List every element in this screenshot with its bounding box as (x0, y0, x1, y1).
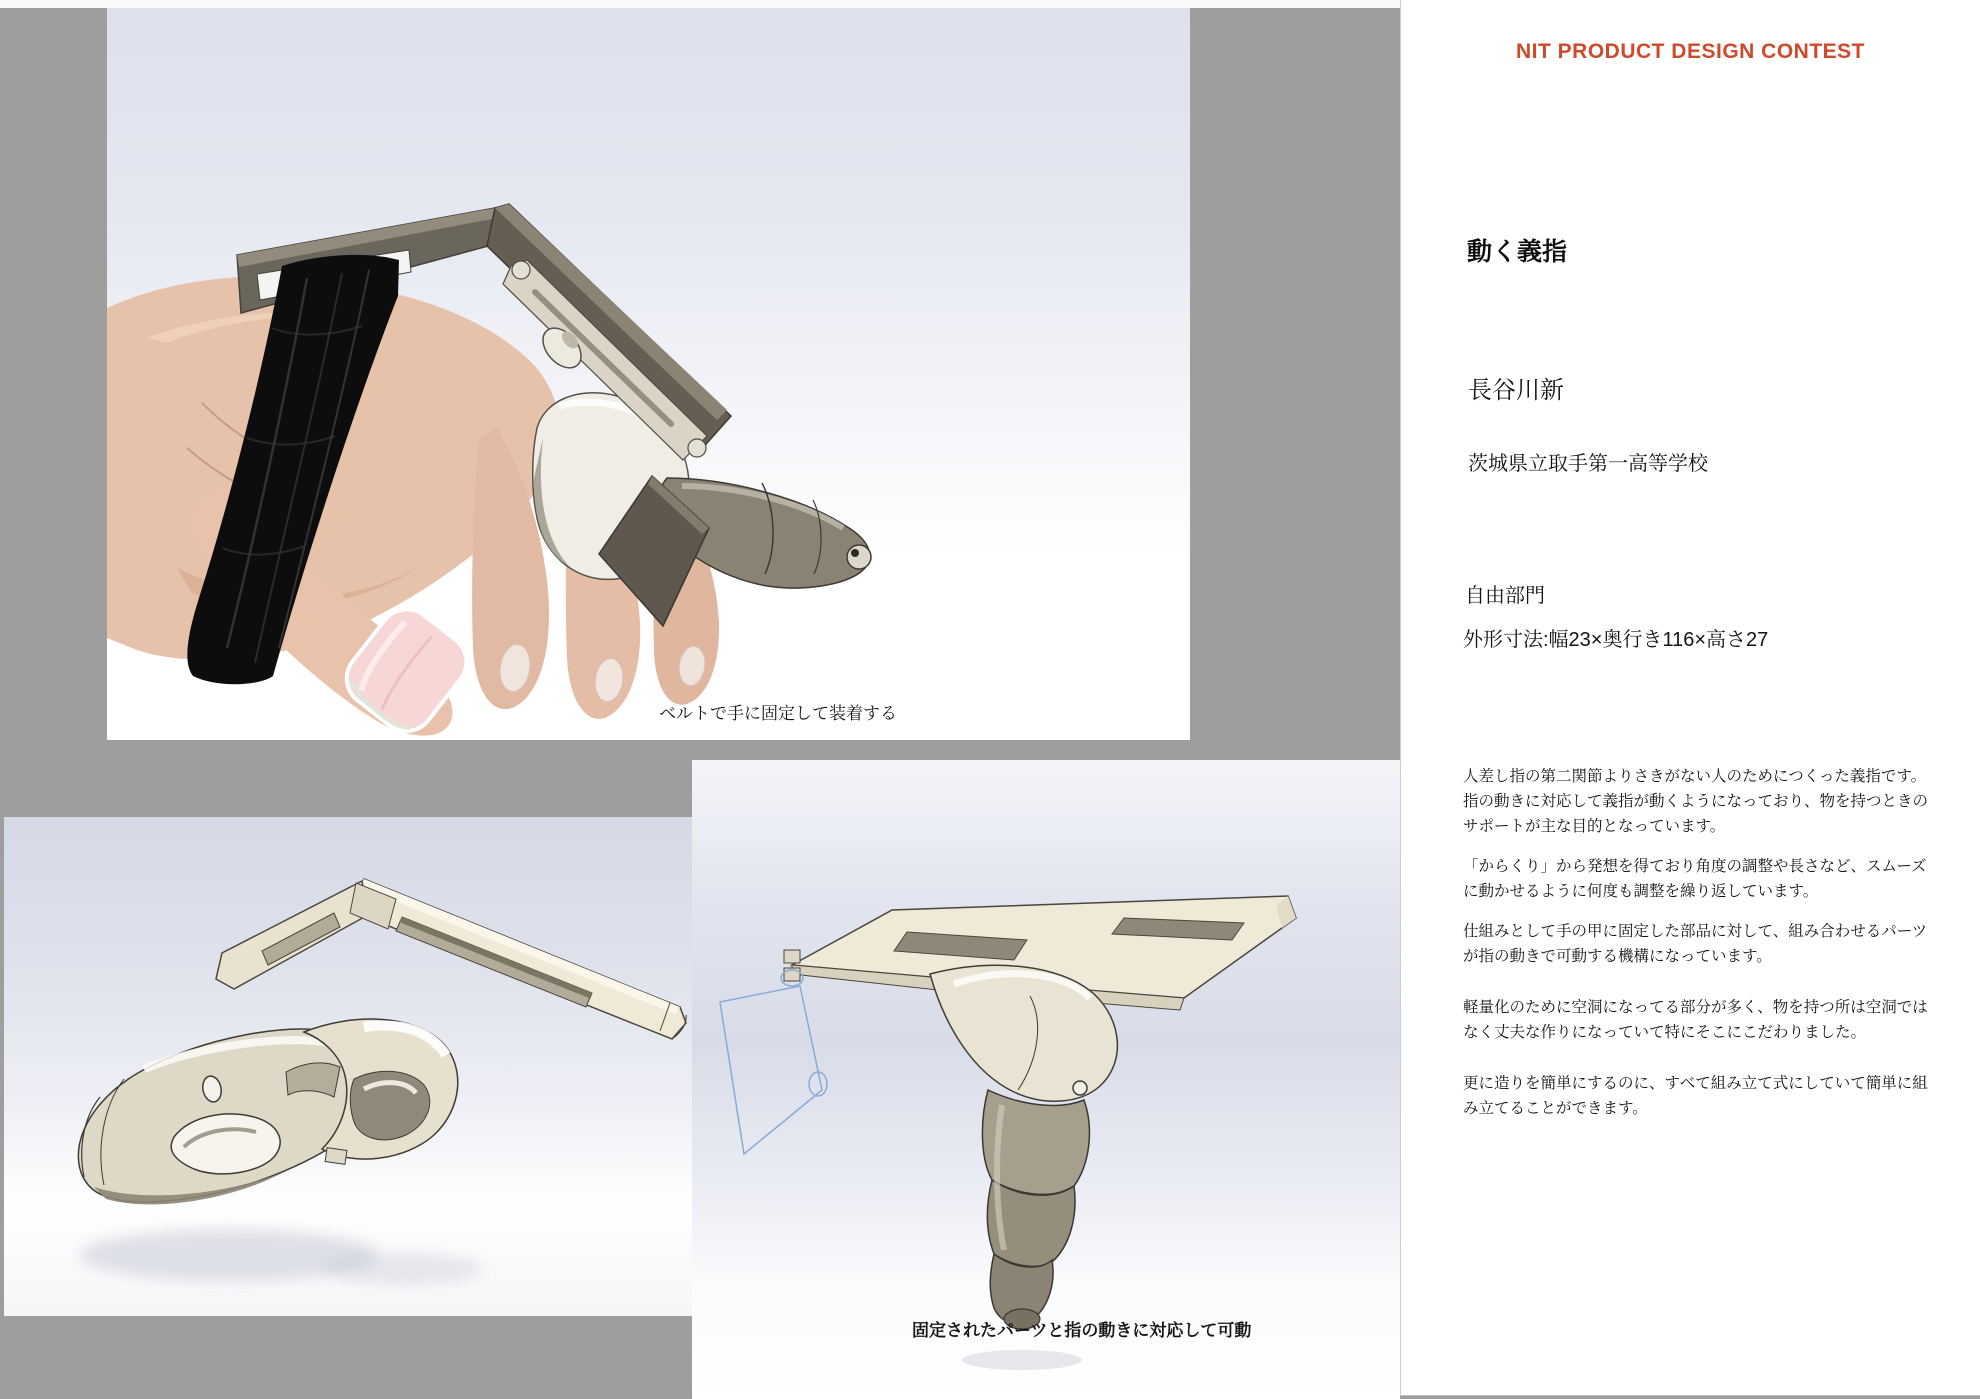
outer-dimensions: 外形寸法:幅23×奥行き116×高さ27 (1463, 629, 1769, 651)
description-paragraph: 人差し指の第二関節よりさきがない人のためにつくった義指です。指の動きに対応して義指が動くようになっており、物を持つときのサポートが主な目的となっています。 (1463, 768, 1929, 835)
hand-with-device-illustration (107, 8, 1190, 740)
description-paragraph: 更に造りを簡単にするのに、すべて組み立て式にしていて簡単に組み立てることができます。 (1463, 1075, 1928, 1117)
pivot-pin (1073, 1081, 1087, 1095)
description-paragraph: 仕組みとして手の甲に固定した部品に対して、組み合わせるパーツが指の動きで可動する機構になっています。 (1463, 923, 1928, 965)
floor-reflection (79, 1229, 484, 1285)
description-paragraph: 「からくり」から発想を得ており角度の調整や長さなど、スムーズに動かせるように何度も調整を繰り返しています。 (1463, 858, 1927, 900)
device-motion-illustration (692, 760, 1400, 1399)
product-title: 動く義指 (1467, 238, 1568, 266)
figure-device-motion (692, 760, 1400, 1399)
device-parts-illustration (4, 817, 692, 1316)
figure-device-parts (4, 817, 692, 1316)
hand-figure-caption: ベルトで手に固定して装着する (659, 704, 897, 723)
author-name: 長谷川新 (1468, 377, 1564, 404)
contest-title: NIT PRODUCT DESIGN CONTEST (1515, 40, 1865, 63)
description-block (1463, 764, 1939, 1136)
description-paragraph: 軽量化のために空洞になってる部分が多く、物を持つ所は空洞ではなく丈夫な作りになっていて特にそこにこだわりました。 (1463, 999, 1928, 1041)
motion-figure-caption: 固定されたパーツと指の動きに対応して可動 (912, 1321, 1252, 1340)
entry-category: 自由部門 (1465, 585, 1545, 607)
info-panel (1400, 0, 1980, 1396)
bracket-arm (216, 879, 686, 1039)
finger-shell-assembly (78, 1019, 457, 1204)
figure-hand-wearing-device (107, 8, 1190, 740)
top-white-strip (0, 0, 1400, 8)
school-name: 茨城県立取手第一高等学校 (1468, 453, 1708, 475)
finger-tip-ball (847, 545, 871, 569)
sketch-guide-lines (720, 970, 827, 1154)
